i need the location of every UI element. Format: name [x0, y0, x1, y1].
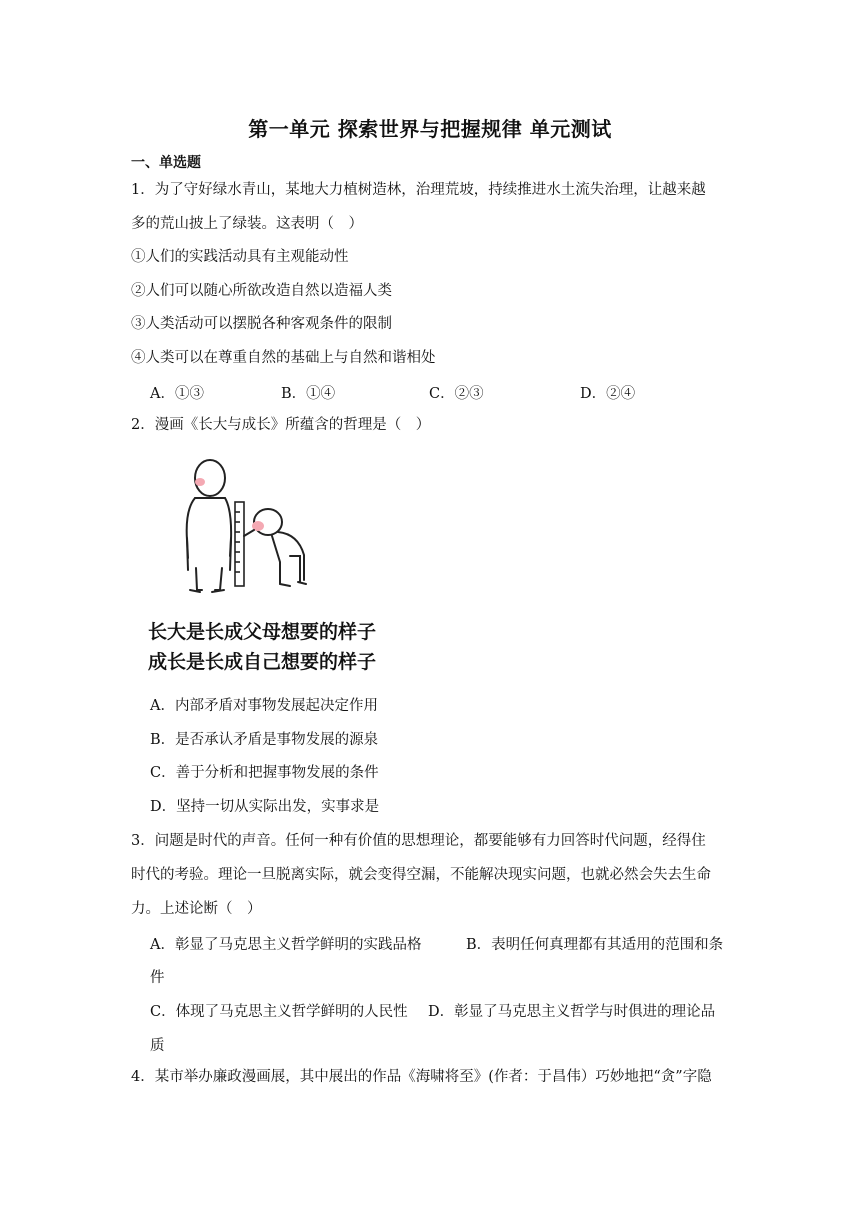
comic-illustration: [140, 450, 380, 680]
comic-caption-line1: 长大是长成父母想要的样子: [148, 621, 377, 643]
q1-statement-3: ③人类活动可以摆脱各种客观条件的限制: [131, 316, 392, 332]
q3-option-b: B．表明任何真理都有其适用的范围和条: [466, 937, 724, 953]
q1-stem-line1: 1．为了守好绿水青山，某地大力植树造林，治理荒坡，持续推进水土流失治理，让越来越: [131, 182, 706, 198]
q2-stem: 2．漫画《长大与成长》所蕴含的哲理是（ ）: [131, 417, 431, 433]
q3-option-d: D．彰显了马克思主义哲学与时俱进的理论品: [428, 1004, 716, 1020]
q1-option-a: A．①③: [150, 386, 204, 402]
q3-stem-line1: 3．问题是时代的声音。任何一种有价值的思想理论，都要能够有力回答时代问题，经得住: [131, 833, 706, 849]
q1-option-c: C．②③: [429, 386, 484, 402]
q2-option-b: B．是否承认矛盾是事物发展的源泉: [150, 732, 379, 748]
tall-person-figure: [187, 460, 231, 592]
q1-statement-1: ①人们的实践活动具有主观能动性: [131, 249, 349, 265]
q1-option-b: B．①④: [281, 386, 336, 402]
comic-caption-line2: 成长是长成自己想要的样子: [148, 651, 377, 673]
q2-option-a: A．内部矛盾对事物发展起决定作用: [150, 698, 378, 714]
q3-option-b-cont: 件: [150, 970, 165, 986]
ruler: [235, 502, 244, 586]
q3-option-c: C．体现了马克思主义哲学鲜明的人民性: [150, 1004, 408, 1020]
q1-option-d: D．②④: [580, 386, 636, 402]
section-heading: 一、单选题: [131, 155, 201, 171]
q3-option-d-cont: 质: [150, 1038, 165, 1054]
q3-option-a: A．彰显了马克思主义哲学鲜明的实践品格: [150, 937, 422, 953]
q3-stem-line2: 时代的考验。理论一旦脱离实际，就会变得空漏，不能解决现实问题，也就必然会失去生命: [131, 867, 711, 883]
q1-statement-2: ②人们可以随心所欲改造自然以造福人类: [131, 283, 392, 299]
page-title: 第一单元 探索世界与把握规律 单元测试: [248, 117, 612, 141]
short-person-figure: [244, 509, 306, 586]
q1-stem-line2: 多的荒山披上了绿装。这表明（ ）: [131, 216, 363, 232]
q2-option-c: C．善于分析和把握事物发展的条件: [150, 765, 379, 781]
q1-statement-4: ④人类可以在尊重自然的基础上与自然和谐相处: [131, 350, 436, 366]
q3-stem-line3: 力。上述论断（ ）: [131, 901, 262, 917]
q2-option-d: D．坚持一切从实际出发，实事求是: [150, 799, 380, 815]
q4-stem-line1: 4．某市举办廉政漫画展，其中展出的作品《海啸将至》(作者：于昌伟）巧妙地把“贪”字隐: [131, 1069, 712, 1085]
